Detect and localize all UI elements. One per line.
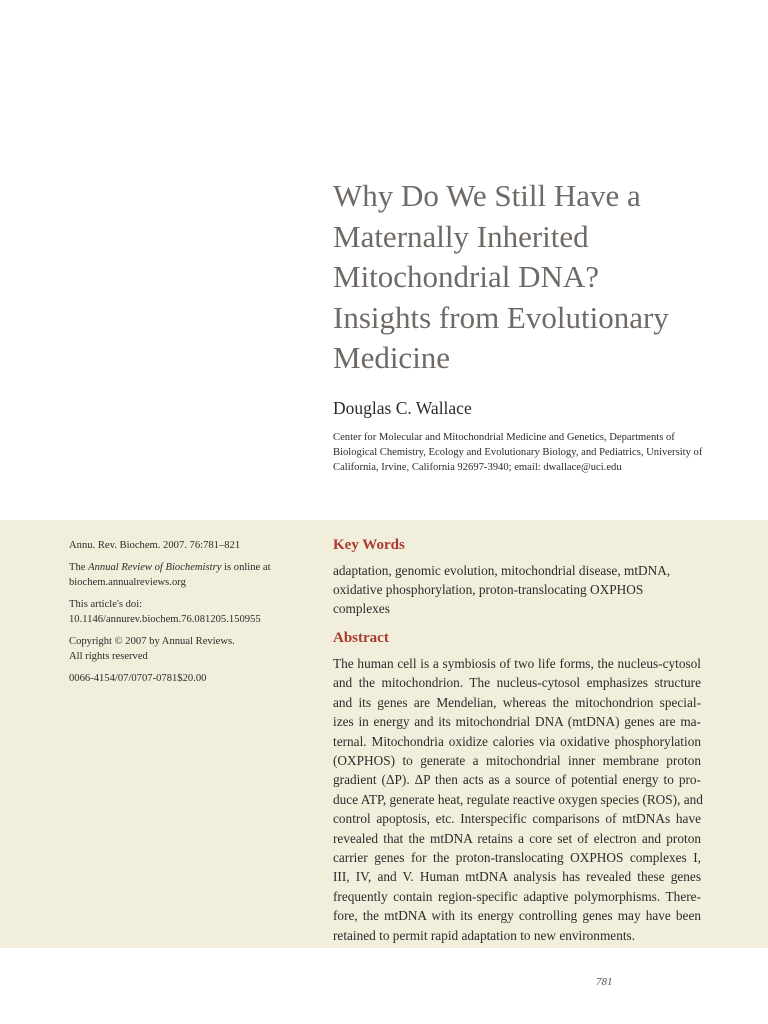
- doi-value: 10.1146/annurev.biochem.76.081205.150955: [69, 614, 261, 625]
- keywords-heading: Key Words: [333, 537, 405, 553]
- affiliation-line: Center for Molecular and Mitochondrial Medicine and Genetics, Departments of: [333, 432, 675, 443]
- abstract-line: gradient (ΔP). ΔP then acts as a source of potential energy to pro-: [333, 772, 701, 788]
- doi-block: [69, 597, 299, 627]
- abstract-line: izes in energy and its mitochondrial DNA (mtDNA) genes are ma-: [333, 714, 701, 730]
- abstract-line: III, IV, and V. Human mtDNA analysis has revealed these genes: [333, 869, 701, 885]
- affiliation-line: Biological Chemistry, Ecology and Evolutionary Biology, and Pediatrics, University of: [333, 447, 703, 458]
- abstract-line: carrier genes for the proton-translocating OXPHOS complexes I,: [333, 850, 701, 866]
- keywords-list: [333, 561, 703, 619]
- copyright: Copyright © 2007 by Annual Reviews.: [69, 636, 235, 647]
- abstract-line: (OXPHOS) to generate a mitochondrial inner membrane proton: [333, 753, 701, 769]
- affiliation-line: California, Irvine, California 92697-3940; email: dwallace@uci.edu: [333, 462, 622, 473]
- article-metadata: [69, 538, 299, 693]
- journal-url: biochem.annualreviews.org: [69, 577, 186, 588]
- abstract-line: retained to permit rapid adaptation to new environments.: [333, 927, 636, 943]
- author-affiliation: [333, 430, 713, 475]
- abstract-line: frequently contain region-specific adaptive polymorphisms. There-: [333, 888, 701, 904]
- keywords-line: adaptation, genomic evolution, mitochondrial disease, mtDNA,: [333, 563, 671, 578]
- title-line: Medicine: [333, 340, 451, 375]
- page-number: 781: [596, 976, 613, 988]
- abstract-line: and its genes are Mendelian, whereas the mitochondrion special-: [333, 694, 701, 710]
- doi-label: This article's doi:: [69, 599, 143, 610]
- keywords-line: oxidative phosphorylation, proton-translocating OXPHOS: [333, 582, 644, 598]
- abstract-line: fore, the mtDNA with its energy controlling genes may have been: [333, 908, 701, 924]
- online-suffix: is online at: [221, 562, 271, 573]
- abstract-line: control apoptosis, etc. Interspecific comparisons of mtDNAs have: [333, 811, 701, 827]
- title-line: Maternally Inherited: [333, 218, 589, 254]
- title-line: Mitochondrial DNA?: [333, 259, 600, 294]
- title-line: Insights from Evolutionary: [333, 299, 669, 335]
- issn: 0066-4154/07/0707-0781$20.00: [69, 673, 207, 684]
- copyright-block: [69, 634, 299, 664]
- author-name: Douglas C. Wallace: [333, 398, 472, 418]
- article-title: [333, 176, 733, 379]
- abstract-text: [333, 654, 701, 945]
- abstract-heading: Abstract: [333, 630, 389, 646]
- keywords-line: complexes: [333, 601, 390, 617]
- online-prefix: The: [69, 562, 89, 573]
- rights: All rights reserved: [69, 651, 148, 662]
- abstract-line: revealed that the mtDNA retains a core set of electron and proton: [333, 830, 701, 846]
- abstract-line: duce ATP, generate heat, regulate reactive oxygen species (ROS), and: [333, 791, 703, 807]
- abstract-line: ternal. Mitochondria oxidize calories via oxidative phosphorylation: [333, 733, 701, 749]
- abstract-line: The human cell is a symbiosis of two life forms, the nucleus-cytosol: [333, 656, 701, 671]
- abstract-line: and the mitochondrion. The nucleus-cytosol emphasizes structure: [333, 675, 701, 691]
- citation: Annu. Rev. Biochem. 2007. 76:781–821: [69, 540, 241, 551]
- online-notice: [69, 560, 299, 590]
- journal-name: Annual Review of Biochemistry: [88, 562, 222, 573]
- title-line: Why Do We Still Have a: [333, 178, 641, 213]
